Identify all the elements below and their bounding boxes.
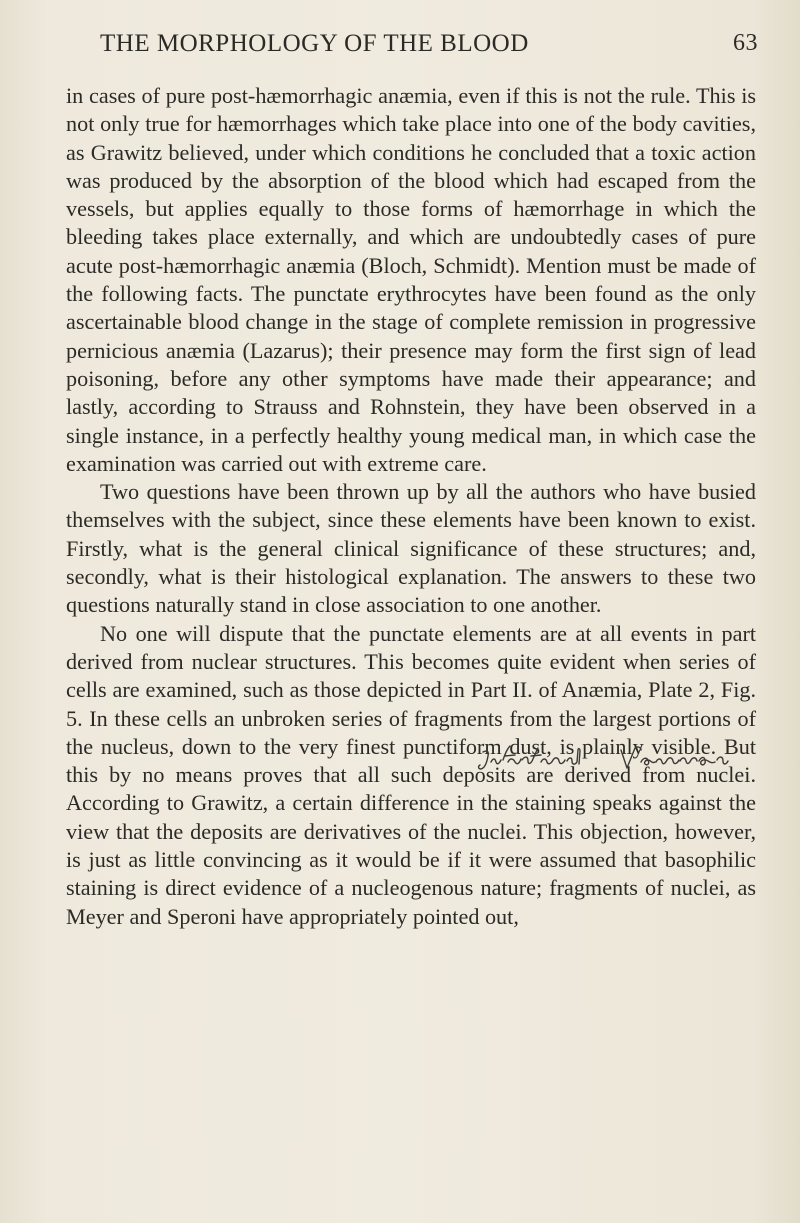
paragraph-3: No one will dispute that the punctate elements are at all events in part derived from nuclear structures. This becomes quite evident when series of cells are examined, such as those depicted in Part II. of Anæmia, Plate 2, Fig. 5. In these cells an unbroken series of fragments from the largest portions of the nucleus, down to the very finest punctiform dust, is plainly visible. But this by no means proves that all such deposits are derived from nuclei. According to Grawitz, a certain difference in the staining speaks against the view that the deposits are derivatives of the nuclei. This objection, however, is just as little convincing as it would be if it were assumed that basophilic staining is direct evidence of a nucleogenous nature; fragments of nuclei, as Meyer and Speroni have appropriately pointed out,: [66, 620, 756, 929]
running-title: THE MORPHOLOGY OF THE BLOOD: [100, 30, 529, 57]
paragraph-1: in cases of pure post-hæmorrhagic anæmia, even if this is not the rule. This is not only true for hæmorrhages which take place into one of the body cavities, as Grawitz believed, under which conditions he concluded that a toxic action was produced by the absorption of the blood which had escaped from the vessels, but applies equally to those forms of hæmorrhage in which the bleeding takes place externally, and which are undoubtedly cases of pure acute post-hæmorrhagic anæmia (Bloch, Schmidt). Mention must be made of the following facts. The punctate erythrocytes have been found as the only ascertainable blood change in the stage of complete remission in progressive pernicious anæmia (Lazarus); their presence may form the first sign of lead poisoning, before any other symptoms have made their appearance; and lastly, according to Strauss and Rohnstein, they have been observed in a single instance, in a perfectly healthy young medical man, in which case the examination was carried out with extreme care.: [66, 83, 756, 476]
body-text: [66, 82, 756, 931]
paragraph-2: Two questions have been thrown up by all the authors who have busied themselves with the subject, since these elements have been known to exist. Firstly, what is the general clinical significance of these structures; and, secondly, what is their histological explanation. The answers to these two questions naturally stand in close association to one another.: [66, 479, 756, 618]
handwritten-signature: [475, 742, 745, 778]
page-number: 63: [733, 30, 758, 56]
running-head: [88, 30, 758, 64]
